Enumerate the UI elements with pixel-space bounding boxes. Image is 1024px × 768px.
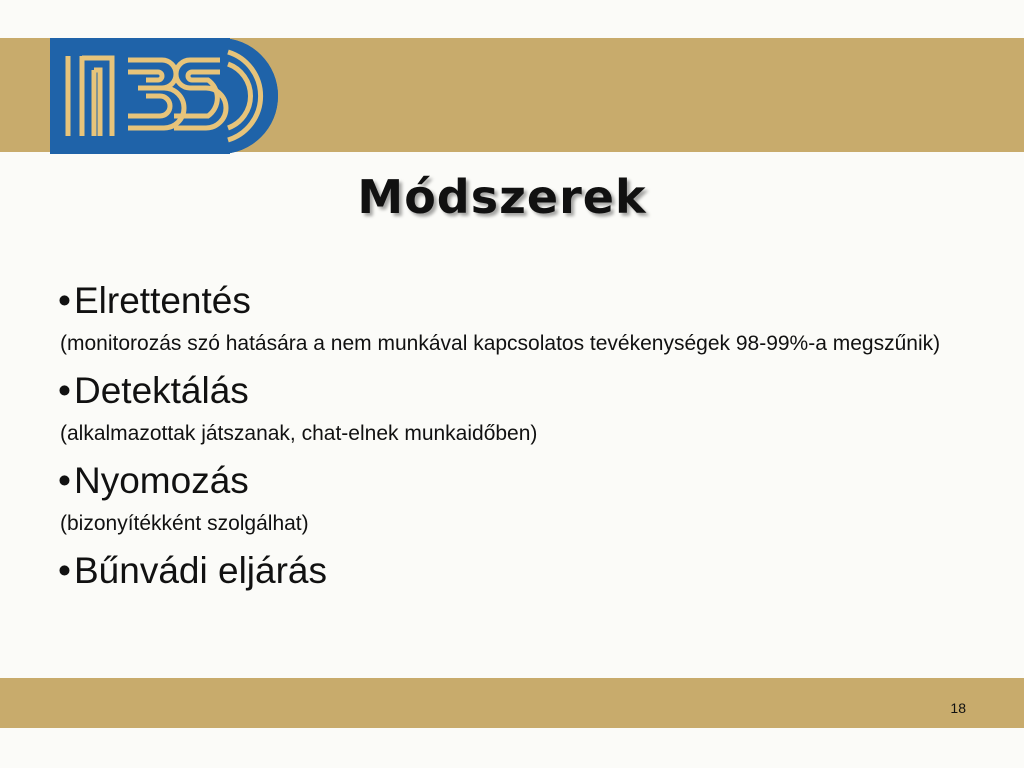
bullet-note: (monitorozás szó hatására a nem munkával kapcsolatos tevékenységek 98-99%-a megszűnik) xyxy=(60,332,941,355)
bullet-dot-icon: • xyxy=(58,460,71,501)
bullet-item xyxy=(58,548,978,594)
bullet-note: (alkalmazottak játszanak, chat-elnek munkaidőben) xyxy=(60,422,538,445)
bullet-text: Bűnvádi eljárás xyxy=(74,550,327,591)
bullet-dot-icon: • xyxy=(58,370,71,411)
bullet-note: (bizonyítékként szolgálhat) xyxy=(60,512,309,535)
bullet-text: Nyomozás xyxy=(74,460,249,501)
page-number: 18 xyxy=(950,700,966,716)
bullet-dot-icon: • xyxy=(58,280,71,321)
bullet-text: Elrettentés xyxy=(74,280,251,321)
bullet-text: Detektálás xyxy=(74,370,249,411)
footer-band xyxy=(0,678,1024,728)
bullet-item xyxy=(58,458,978,504)
itbs-logo xyxy=(50,38,282,154)
bullet-dot-icon: • xyxy=(58,550,71,591)
bullet-item xyxy=(58,368,978,414)
slide-title: Módszerek xyxy=(357,170,647,224)
bullet-list xyxy=(58,278,978,594)
bullet-item xyxy=(58,278,978,324)
